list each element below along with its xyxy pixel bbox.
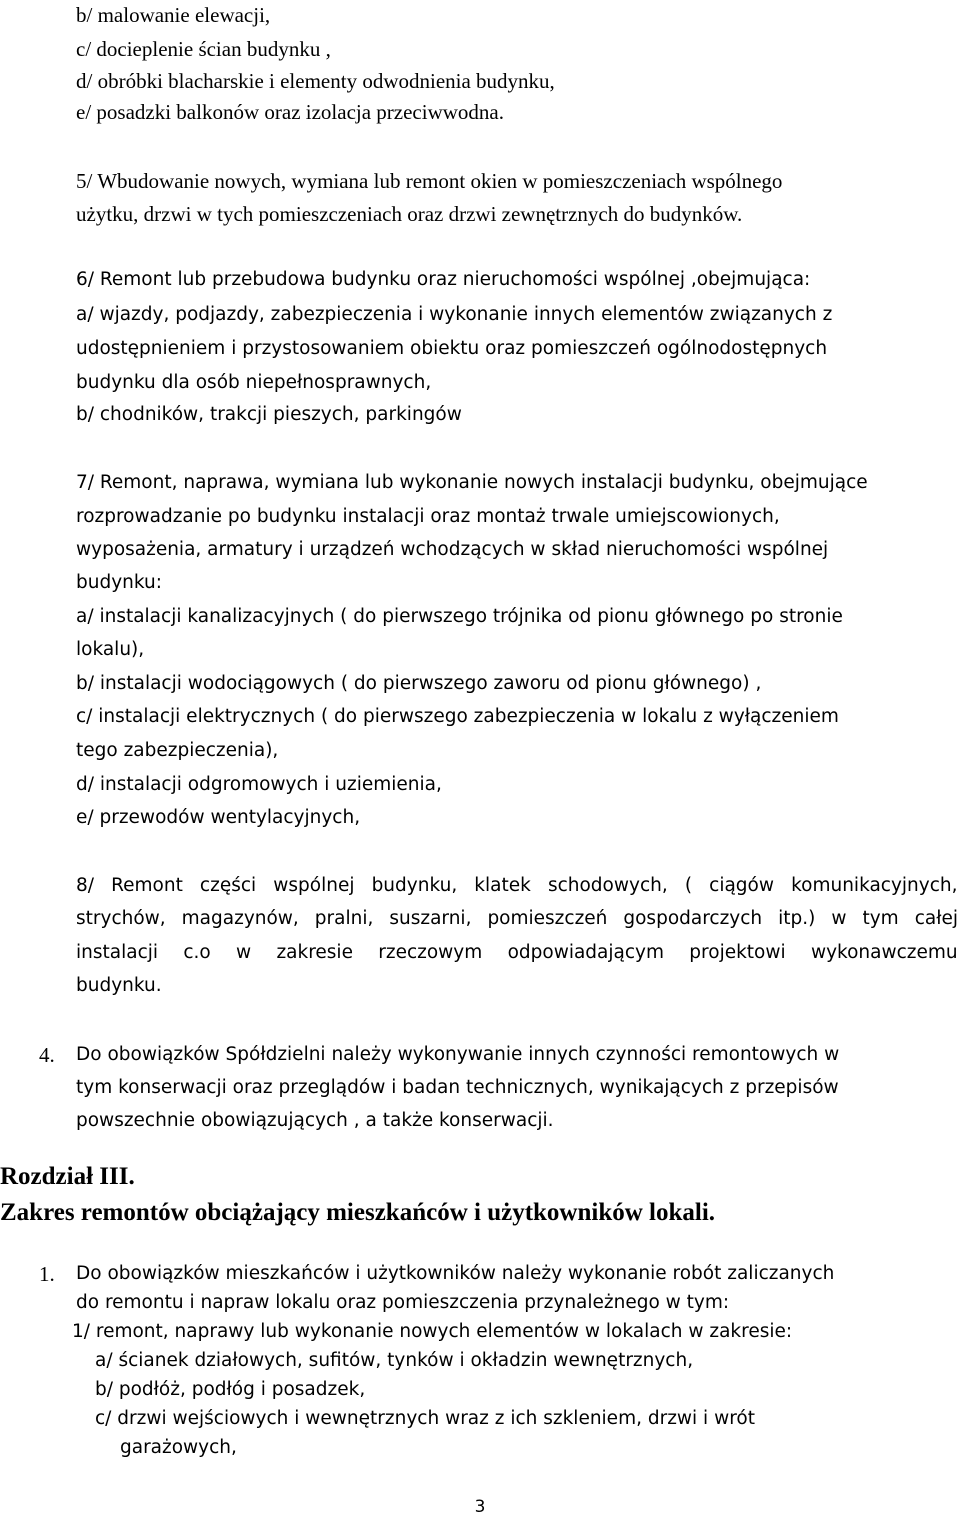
paragraph-7-line: rozprowadzanie po budynku instalacji oraz montaż trwale umiejscowionych,	[76, 506, 780, 527]
page-number: 3	[474, 1497, 486, 1517]
list-item-e: e/ posadzki balkonów oraz izolacja przeciwwodna.	[76, 100, 504, 124]
paragraph-7-line: d/ instalacji odgromowych i uziemienia,	[76, 774, 442, 795]
paragraph-7-line: e/ przewodów wentylacyjnych,	[76, 807, 361, 828]
paragraph-8-line: 8/ Remont części wspólnej budynku, klatek schodowych, ( ciągów komunikacyjnych,	[76, 875, 958, 896]
paragraph-7-line: tego zabezpieczenia),	[76, 740, 279, 761]
paragraph-6-line: udostępnieniem i przystosowaniem obiektu oraz pomieszczeń ogólnodostępnych	[76, 338, 828, 359]
item-4-line: powszechnie obowiązujących , a także konserwacji.	[76, 1110, 554, 1131]
paragraph-7-line: wyposażenia, armatury i urządzeń wchodzących w skład nieruchomości wspólnej	[76, 539, 829, 560]
paragraph-6-line: b/ chodników, trakcji pieszych, parkingów	[76, 404, 462, 425]
item-4-number: 4.	[39, 1043, 55, 1067]
item-1-number: 1.	[39, 1262, 55, 1286]
paragraph-8-line: strychów, magazynów, pralni, suszarni, pomieszczeń gospodarczych itp.) w tym całej	[76, 908, 958, 929]
list-item-c: c/ docieplenie ścian budynku ,	[76, 37, 331, 61]
paragraph-6-line: 6/ Remont lub przebudowa budynku oraz nieruchomości wspólnej ,obejmująca:	[76, 269, 811, 290]
item-1-subitem-a: a/ ścianek działowych, sufitów, tynków i okładzin wewnętrznych,	[95, 1350, 694, 1371]
item-1-subitem-b: b/ podłóż, podłóg i posadzek,	[95, 1379, 366, 1400]
item-1-line: do remontu i napraw lokalu oraz pomieszczenia przynależnego w tym:	[76, 1292, 730, 1313]
list-item-b: b/ malowanie elewacji,	[76, 3, 271, 27]
paragraph-7-line: b/ instalacji wodociągowych ( do pierwszego zaworu od pionu głównego) ,	[76, 673, 762, 694]
paragraph-6-line: budynku dla osób niepełnosprawnych,	[76, 372, 432, 393]
item-1-line: Do obowiązków mieszkańców i użytkowników należy wykonanie robót zaliczanych	[76, 1263, 835, 1284]
item-4-line: tym konserwacji oraz przeglądów i badan technicznych, wynikających z przepisów	[76, 1077, 839, 1098]
paragraph-8-line: instalacji c.o w zakresie rzeczowym odpowiadającym projektowi wykonawczemu	[76, 942, 958, 963]
paragraph-7-line: 7/ Remont, naprawa, wymiana lub wykonanie nowych instalacji budynku, obejmujące	[76, 472, 868, 493]
list-item-d: d/ obróbki blacharskie i elementy odwodnienia budynku,	[76, 69, 555, 93]
chapter-subtitle: Zakres remontów obciążający mieszkańców i użytkowników lokali.	[0, 1199, 716, 1226]
item-1-subitem-c: c/ drzwi wejściowych i wewnętrznych wraz z ich szkleniem, drzwi i wrót	[95, 1408, 755, 1429]
paragraph-7-line: lokalu),	[76, 639, 145, 660]
paragraph-5-line: użytku, drzwi w tych pomieszczeniach oraz drzwi zewnętrznych do budynków.	[76, 202, 743, 226]
paragraph-8-line: budynku.	[76, 975, 162, 996]
item-1-sub1: 1/ remont, naprawy lub wykonanie nowych elementów w lokalach w zakresie:	[72, 1321, 793, 1342]
item-4-line: Do obowiązków Spółdzielni należy wykonywanie innych czynności remontowych w	[76, 1044, 840, 1065]
chapter-title: Rozdział III.	[0, 1163, 135, 1190]
paragraph-7-line: c/ instalacji elektrycznych ( do pierwszego zabezpieczenia w lokalu z wyłączeniem	[76, 706, 839, 727]
paragraph-7-line: budynku:	[76, 572, 162, 593]
paragraph-7-line: a/ instalacji kanalizacyjnych ( do pierwszego trójnika od pionu głównego po stronie	[76, 606, 843, 627]
paragraph-5-line: 5/ Wbudowanie nowych, wymiana lub remont okien w pomieszczeniach wspólnego	[76, 169, 783, 193]
item-1-subitem-c-cont: garażowych,	[120, 1437, 237, 1458]
paragraph-6-line: a/ wjazdy, podjazdy, zabezpieczenia i wykonanie innych elementów związanych z	[76, 304, 833, 325]
